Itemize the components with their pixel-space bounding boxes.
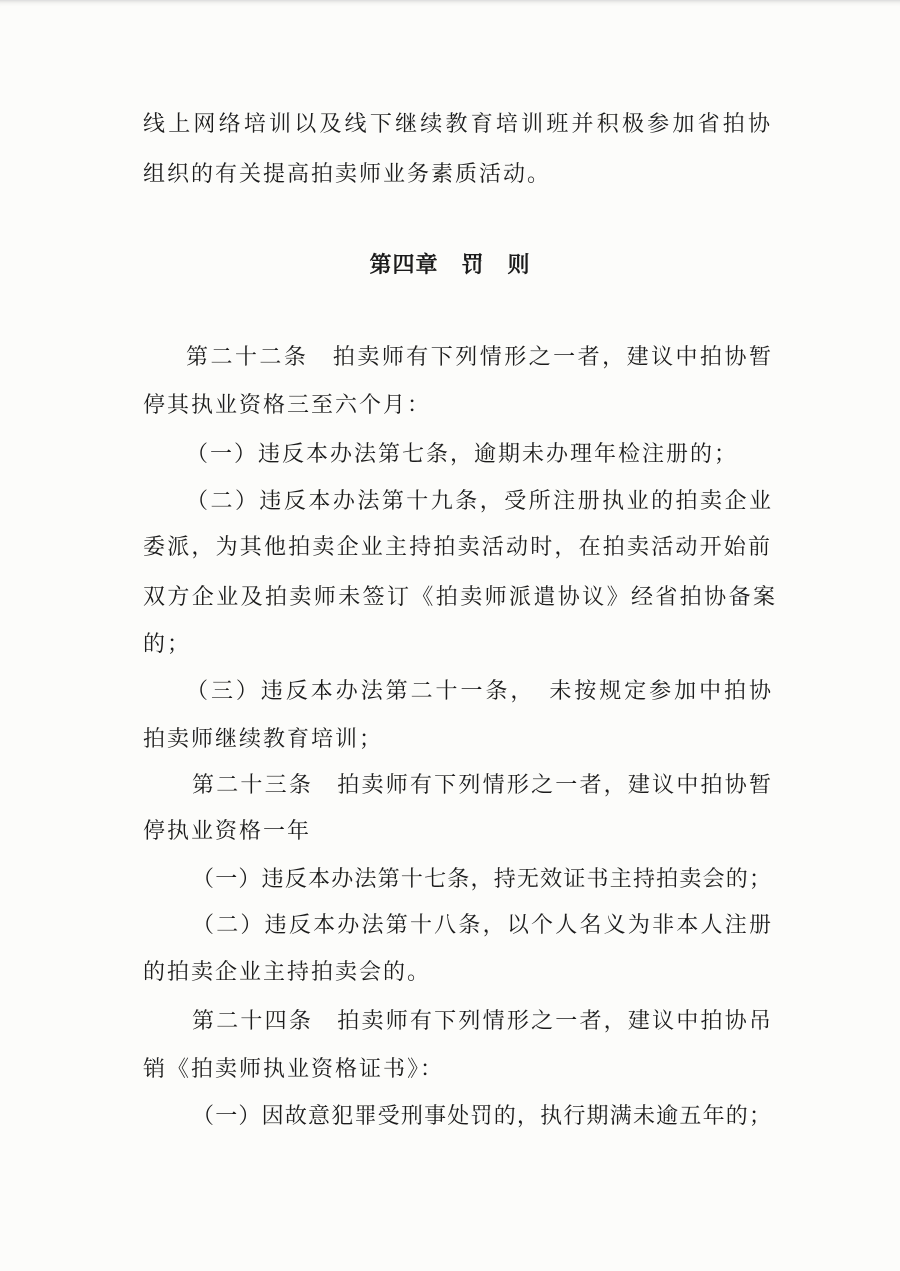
paragraph-line: 的； (143, 632, 192, 657)
article-title-line: 第二十三条 拍卖师有下列情形之一者，建议中拍协暂 (192, 773, 771, 798)
clause-line: （一）因故意犯罪受刑事处罚的，执行期满未逾五年的； (192, 1104, 771, 1129)
clause-line: （三）违反本办法第二十一条， 未按规定参加中拍协 (186, 679, 771, 704)
article-title-line: 第二十四条 拍卖师有下列情形之一者，建议中拍协吊 (192, 1009, 771, 1034)
paragraph-line: 拍卖师继续教育培训； (143, 727, 384, 752)
paragraph-line: 的拍卖企业主持拍卖会的。 (143, 960, 432, 985)
clause-line: （二）违反本办法第十八条，以个人名义为非本人注册 (192, 913, 771, 938)
clause-line: （一）违反本办法第七条，逾期未办理年检注册的； (186, 442, 739, 467)
paragraph-line: 销《拍卖师执业资格证书》： (143, 1057, 445, 1082)
chapter-heading: 第四章 罚 则 (369, 252, 531, 278)
paragraph-line: 双方企业及拍卖师未签订《拍卖师派遣协议》经省拍协备案 (143, 585, 775, 610)
paragraph-line: 线上网络培训以及线下继续教育培训班并积极参加省拍协 (143, 112, 770, 137)
paragraph-line: 组织的有关提高拍卖师业务素质活动。 (143, 162, 552, 187)
clause-line: （一）违反本办法第十七条，持无效证书主持拍卖会的； (192, 867, 771, 892)
paragraph-line: 委派，为其他拍卖企业主持拍卖活动时，在拍卖活动开始前 (143, 535, 770, 560)
article-title-line: 第二十二条 拍卖师有下列情形之一者，建议中拍协暂 (186, 345, 771, 370)
paragraph-line: 停其执业资格三至六个月： (143, 393, 432, 418)
clause-line: （二）违反本办法第十九条，受所注册执业的拍卖企业 (186, 489, 771, 514)
paragraph-line: 停执业资格一年 (143, 819, 312, 844)
